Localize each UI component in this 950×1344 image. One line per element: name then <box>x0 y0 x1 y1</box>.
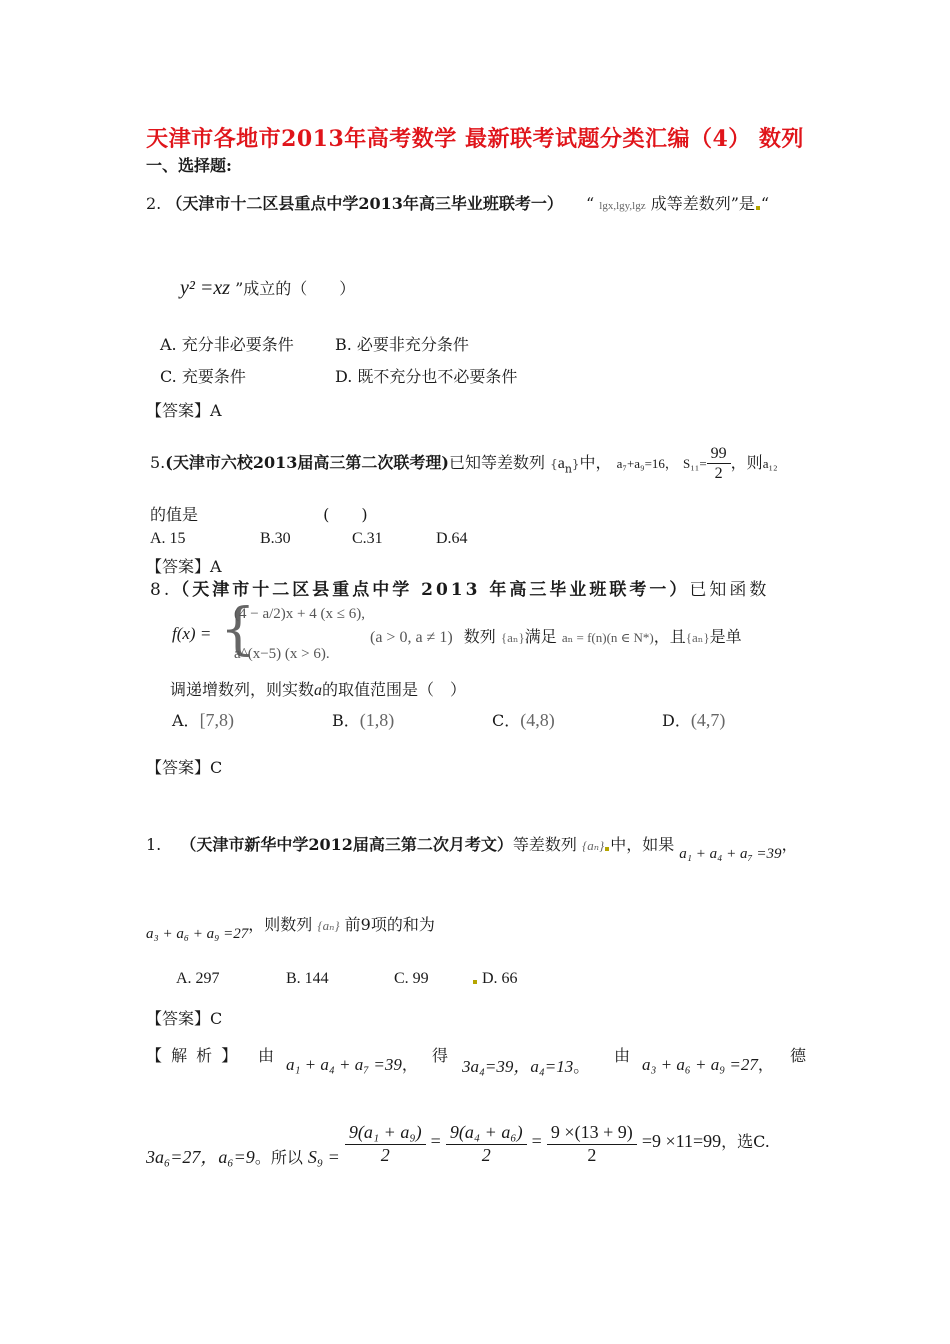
question-source: （天津市十二区县重点中学 2013 年高三毕业班联考一） <box>172 580 690 600</box>
option-c: C. 充要条件 <box>160 367 246 386</box>
answer: 【答案】A <box>146 557 222 576</box>
equation: a₃ + a₆ + a₉ =27 <box>146 926 249 942</box>
fraction-1: $\frac{\text{9(a₁ + a₉)}}{2}$ <box>345 1122 426 1166</box>
section-heading: 一、选择题: <box>146 156 232 175</box>
analysis-line2: 3a₆=27，a₆=9。所以 S₉ = $\frac{\text{9(a₁ + a₉)}}{2}$ = $\frac{\text{9(a₄ + a₆)}}{2}$ = $\frac{9 \times(13 + 9)}{2}$ =9 ×11=99，选C. <box>146 1122 770 1167</box>
option-d: D．(4,7) <box>662 710 726 730</box>
question-source: （天津市新华中学2012届高三第二次月考文） <box>180 835 513 854</box>
lg-expression: lgx,lgy,lgz <box>599 200 646 212</box>
analysis-expr-3: a₃ + a₆ + a₉ =27， <box>642 1055 774 1074</box>
fraction-3: $\frac{9 \times(13 + 9)}{2}$ <box>547 1122 637 1166</box>
equation: y² =xz <box>180 277 231 299</box>
analysis-label: 【 解 析 】 <box>146 1046 240 1065</box>
option-a: A．[7,8) <box>172 710 235 730</box>
page-title: 天津市各地市2013年高考数学 最新联考试题分类汇编（4） 数列 <box>146 126 804 152</box>
question-8-condition: (a > 0, a ≠ 1) 数列 {aₙ}满足 aₙ = f(n)(n ∈ N*)，且{aₙ}是单 <box>370 627 742 646</box>
question-2-line1: 2. （天津市十二区县重点中学2013年高三毕业班联考一） “ lgx,lgy,lgz 成等差数列”是 “ <box>146 194 770 213</box>
question-5-line1: 5.(天津市六校2013届高三第二次联考理)已知等差数列 $\{a_n\}$中， a₇+a₉=16， S₁₁= $\frac{99}{2}$ ，则a₁₂ <box>150 445 778 483</box>
question-8-line2: 调递增数列，则实数a的取值范围是（ ） <box>170 680 467 699</box>
question-8-line1: 8.（天津市十二区县重点中学 2013 年高三毕业班联考一）已知函数 <box>150 580 770 600</box>
fraction-2: $\frac{\text{9(a₄ + a₆)}}{2}$ <box>446 1122 527 1166</box>
marker-dot <box>756 206 760 210</box>
question-1-line2: a₃ + a₆ + a₉ =27，则数列 {aₙ} 前9项的和为 <box>146 915 435 942</box>
option-d: D. 既不充分也不必要条件 <box>335 367 518 386</box>
option-c: C.31 <box>352 530 383 547</box>
option-d: D.64 <box>436 530 468 547</box>
analysis-text-you1: 由 <box>258 1046 275 1065</box>
analysis-text-de2: 德 <box>790 1046 807 1065</box>
question-2-line2: y² =xz ”成立的（ ） <box>180 277 356 299</box>
answer: 【答案】A <box>146 401 222 420</box>
analysis-text-you2: 由 <box>614 1046 631 1065</box>
sequence-symbol: a <box>557 455 565 473</box>
question-source: (天津市六校2013届高三第二次联考理) <box>165 453 449 473</box>
marker-dot <box>605 847 609 851</box>
question-source: （天津市十二区县重点中学2013年高三毕业班联考一） <box>166 194 563 213</box>
condition: a₇+a₉=16， <box>616 456 678 472</box>
option-b: B. 必要非充分条件 <box>335 335 469 354</box>
option-b: B．(1,8) <box>332 710 395 730</box>
fraction-99-2: $\frac{99}{2}$ <box>707 444 731 483</box>
question-1-line1: 1. （天津市新华中学2012届高三第二次月考文）等差数列 {aₙ} 中，如果 a₁ + a₄ + a₇ =39， <box>146 835 798 862</box>
question-number: 2. <box>146 194 162 213</box>
option-d: D. 66 <box>472 970 518 988</box>
option-c: C. 99 <box>394 970 429 987</box>
analysis-expr-1: a₁ + a₄ + a₇ =39， <box>286 1055 418 1074</box>
option-a: A. 充分非必要条件 <box>160 335 294 354</box>
analysis-text-de1: 得 <box>432 1046 449 1065</box>
case-1: (4 − a/2)x + 4 (x ≤ 6), <box>234 606 365 622</box>
question-5-line2: 的值是 ( ) <box>150 505 368 524</box>
analysis-expr-2: 3a₄=39，a₄=13。 <box>462 1057 590 1076</box>
answer: 【答案】C <box>146 758 223 777</box>
option-a: A. 15 <box>150 530 186 547</box>
option-c: C．(4,8) <box>492 710 555 730</box>
case-2: a^(x−5) (x > 6). <box>234 646 330 662</box>
option-b: B.30 <box>260 530 291 547</box>
option-a: A. 297 <box>176 970 220 987</box>
option-b: B. 144 <box>286 970 329 987</box>
equation: a₁ + a₄ + a₇ =39 <box>679 846 782 862</box>
answer: 【答案】C <box>146 1009 223 1028</box>
